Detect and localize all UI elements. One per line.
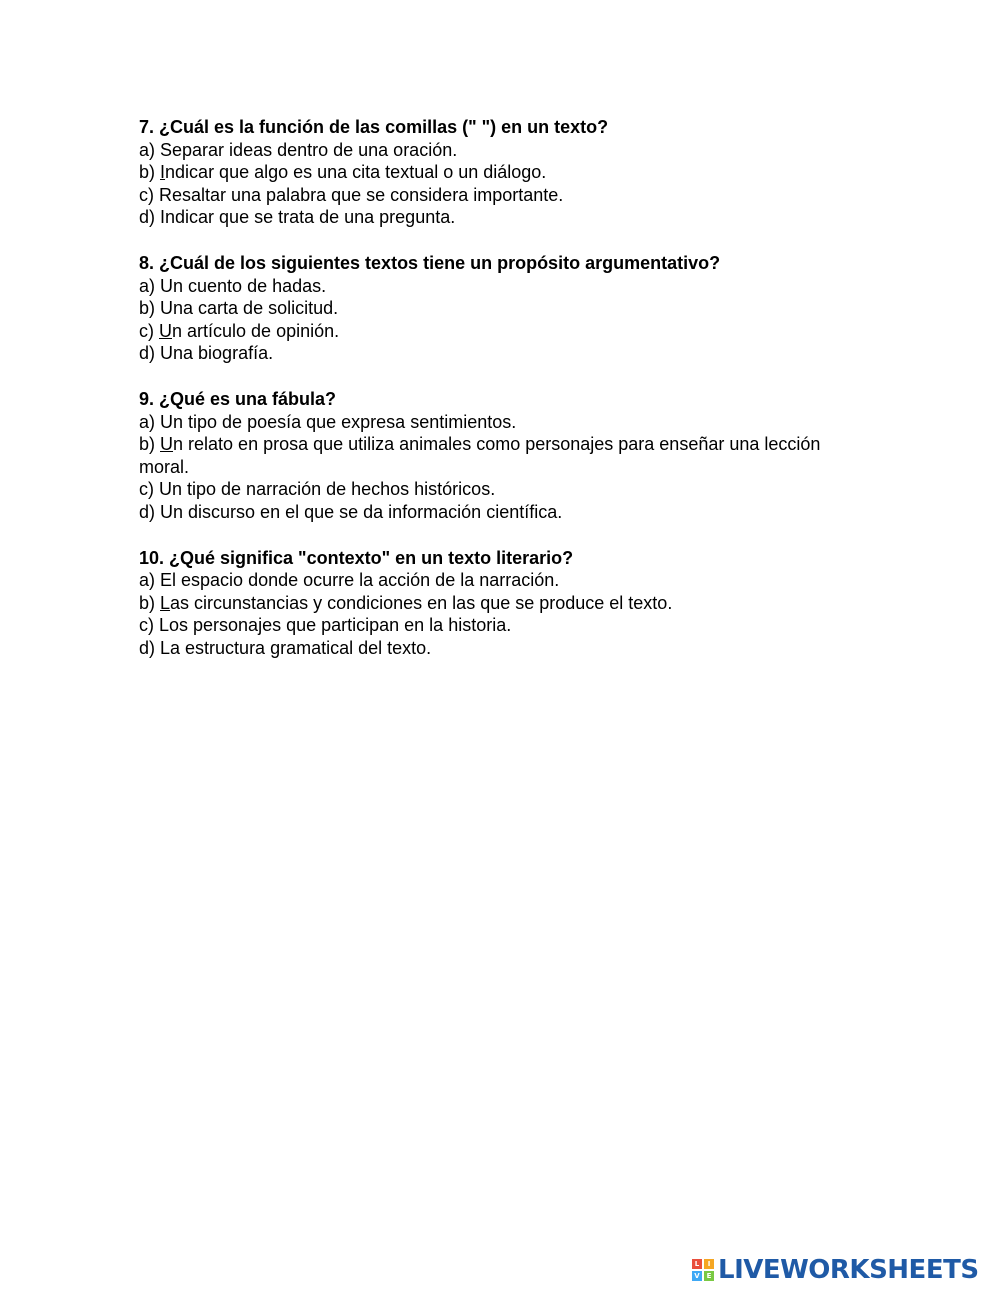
- option-underlined: U: [160, 434, 174, 455]
- option-prefix: c): [139, 615, 159, 636]
- question-8: [139, 252, 839, 365]
- option-c[interactable]: [139, 614, 839, 637]
- option-prefix: d): [139, 343, 161, 364]
- logo-mark-tile: I: [704, 1259, 714, 1269]
- option-b[interactable]: [139, 161, 839, 184]
- option-text: Resaltar una palabra que se considera importante.: [159, 184, 564, 205]
- logo-mark-tile: E: [704, 1271, 714, 1281]
- option-text: as circunstancias y condiciones en las que se produce el texto.: [170, 592, 673, 613]
- option-text: Un discurso en el que se da información científica.: [160, 501, 563, 522]
- option-prefix: c): [139, 184, 159, 205]
- option-c[interactable]: [139, 320, 839, 343]
- logo-text: LIVEWORKSHEETS: [718, 1255, 979, 1285]
- option-c[interactable]: [139, 184, 839, 207]
- option-d[interactable]: [139, 206, 839, 229]
- option-text: Una biografía.: [160, 343, 274, 364]
- option-prefix: b): [139, 434, 161, 455]
- question-10: [139, 547, 839, 660]
- worksheet-page: [139, 116, 839, 682]
- option-text: n artículo de opinión.: [172, 320, 340, 341]
- option-d[interactable]: [139, 637, 839, 660]
- option-prefix: a): [139, 411, 161, 432]
- option-prefix: c): [139, 479, 159, 500]
- option-prefix: d): [139, 501, 161, 522]
- option-b[interactable]: [139, 433, 839, 478]
- option-a[interactable]: [139, 411, 839, 434]
- option-prefix: b): [139, 162, 161, 183]
- option-prefix: a): [139, 275, 161, 296]
- option-prefix: b): [139, 298, 161, 319]
- option-underlined: I: [160, 162, 166, 183]
- option-text: Separar ideas dentro de una oración.: [160, 139, 458, 160]
- option-b[interactable]: [139, 297, 839, 320]
- option-text: La estructura gramatical del texto.: [160, 637, 432, 658]
- option-a[interactable]: [139, 569, 839, 592]
- option-c[interactable]: [139, 478, 839, 501]
- question-title: 7. ¿Cuál es la función de las comillas (" ") en un texto?: [139, 117, 609, 137]
- option-text: El espacio donde ocurre la acción de la narración.: [160, 570, 560, 591]
- option-a[interactable]: [139, 139, 839, 162]
- option-text: Indicar que se trata de una pregunta.: [160, 207, 456, 228]
- logo-mark-tile: V: [692, 1271, 702, 1281]
- option-b[interactable]: [139, 592, 839, 615]
- option-a[interactable]: [139, 275, 839, 298]
- question-title: 8. ¿Cuál de los siguientes textos tiene un propósito argumentativo?: [139, 252, 721, 273]
- option-text: Un cuento de hadas.: [160, 275, 327, 296]
- question-title: 9. ¿Qué es una fábula?: [139, 388, 337, 409]
- option-text: ndicar que algo es una cita textual o un diálogo.: [165, 162, 547, 183]
- option-prefix: b): [139, 592, 161, 613]
- question-7: [139, 116, 839, 229]
- liveworksheets-logo: [692, 1255, 979, 1285]
- option-text: Los personajes que participan en la historia.: [159, 615, 512, 636]
- logo-mark-tile: L: [692, 1259, 702, 1269]
- option-text: Una carta de solicitud.: [160, 298, 339, 319]
- option-prefix: d): [139, 637, 161, 658]
- option-text: Un tipo de narración de hechos históricos.: [159, 479, 496, 500]
- option-prefix: c): [139, 320, 159, 341]
- option-prefix: d): [139, 207, 161, 228]
- option-underlined: L: [160, 592, 171, 613]
- option-underlined: U: [159, 320, 172, 341]
- option-prefix: a): [139, 139, 161, 160]
- option-d[interactable]: [139, 342, 839, 365]
- option-d[interactable]: [139, 501, 839, 524]
- option-text: n relato en prosa que utiliza animales como personajes para enseñar una lección moral.: [139, 434, 821, 477]
- option-prefix: a): [139, 570, 161, 591]
- option-text: Un tipo de poesía que expresa sentimientos.: [160, 411, 517, 432]
- logo-mark-icon: [692, 1259, 714, 1281]
- question-9: [139, 388, 839, 524]
- question-title: 10. ¿Qué significa "contexto" en un texto literario?: [139, 547, 574, 568]
